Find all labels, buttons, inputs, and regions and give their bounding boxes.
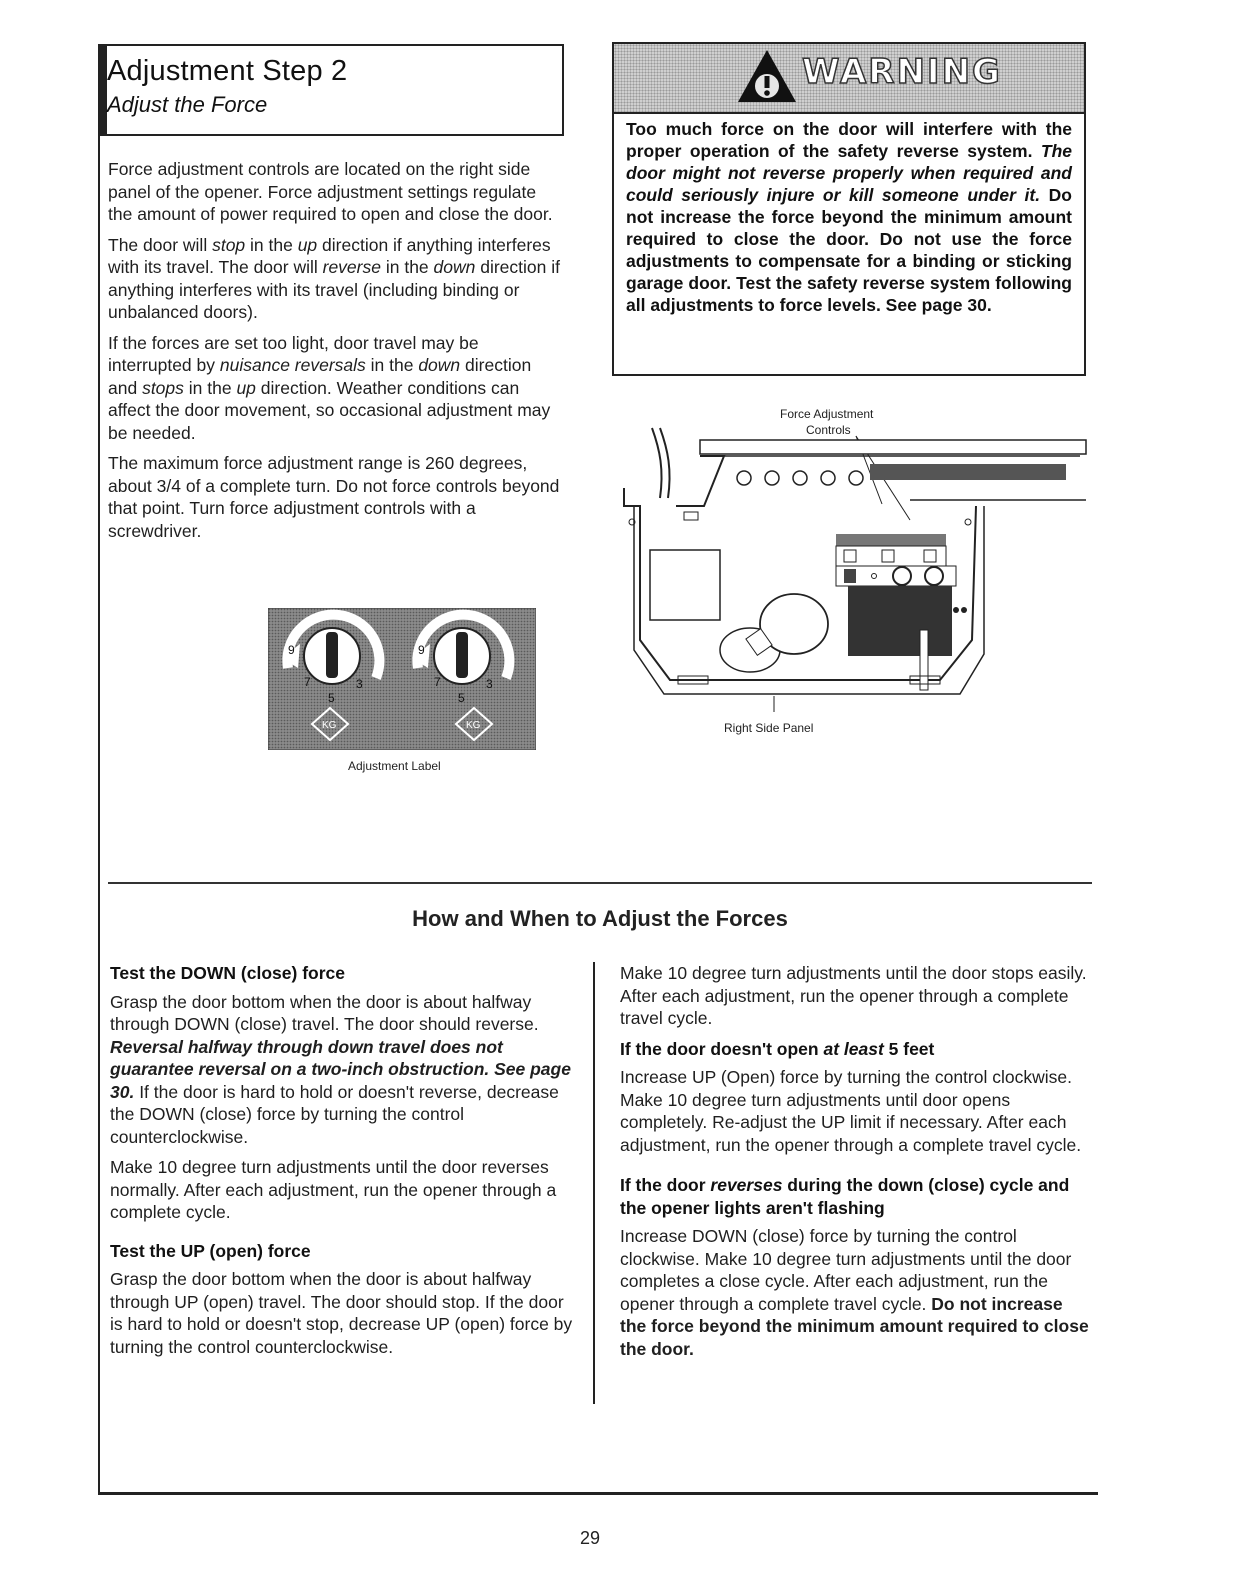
right-column [620,962,1090,1368]
page-frame-left-rule [98,44,100,1494]
section-title: How and When to Adjust the Forces [412,906,788,931]
warning-text: Too much force on the door will interfere with the proper operation of the safety reverse system. The door might not reverse properly when required and could seriously injure or kill someone under it. Do not increase the force beyond the minimum amount required to close the door. Do not use the force adjustments to compensate for a binding or sticking garage door. Test the safety reverse system following all adjustments to force levels. See page 30. [626,119,1072,315]
adjustment-label-caption: Adjustment Label [348,759,441,773]
column-divider [593,962,595,1404]
right-side-panel-caption: Right Side Panel [724,721,814,735]
down-force-paragraph-2: Make 10 degree turn adjustments until the door reverses normally. After each adjustment, run the opener through a complete cycle. [110,1157,557,1222]
warning-header [614,44,1084,114]
dial-number: 5 [458,691,465,705]
right-paragraph-1: Make 10 degree turn adjustments until the door stops easily. After each adjustment, run the opener through a complete travel cycle. [620,963,1087,1028]
warning-heading: WARNING [802,52,1002,92]
page-number: 29 [579,1528,601,1548]
force-controls-caption: Controls [806,423,851,437]
section-divider [108,882,1092,884]
dial-logo: KG [466,720,481,731]
up-force-heading: Test the UP (open) force [110,1240,311,1261]
adjustment-label-illustration [268,608,536,750]
force-controls-caption: Force Adjustment [780,407,874,421]
door-reverses-paragraph: Increase DOWN (close) force by turning the control clockwise. Make 10 degree turn adjustments until the door completes a close cycle. After each adjustment, run the opener through a complete travel cycle. Do not increase the force beyond the minimum amount required to close the door. [620,1226,1089,1359]
down-force-heading: Test the DOWN (close) force [110,963,345,983]
up-force-paragraph: Grasp the door bottom when the door is about halfway through UP (open) travel. The door should stop. If the door is hard to hold or doesn't stop, decrease UP (open) force by turning the control counterclockwise. [110,1269,573,1357]
dial-number: 3 [356,677,363,691]
door-doesnt-open-paragraph: Increase UP (Open) force by turning the control clockwise. Make 10 degree turn adjustments until door opens completely. Re-adjust the UP limit if necessary. After each adjustment, run the opener through a complete travel cycle. [620,1067,1082,1155]
dial-number: 9 [288,643,295,657]
dial-number: 7 [304,675,311,689]
dial-number: 7 [434,675,441,689]
dial-number: 5 [328,691,335,705]
dial-number: 3 [486,677,493,691]
intro-paragraph-2: The door will stop in the up direction if anything interferes with its travel. The door will reverse in the down direction if anything interferes with its travel (including binding or unbalanced doors). [108,234,560,322]
door-reverses-heading: If the door reverses during the down (close) cycle and the opener lights aren't flashing [620,1175,1070,1218]
step-title: Adjustment Step 2 [107,55,348,87]
page-frame-bottom-rule [98,1492,1098,1495]
dial-number: 9 [418,643,425,657]
warning-triangle-icon [736,48,798,104]
right-side-panel-illustration [620,400,1090,745]
step-subtitle: Adjust the Force [107,92,268,117]
intro-paragraph-4: The maximum force adjustment range is 260 degrees, about 3/4 of a complete turn. Do not force controls beyond that point. Turn force adjustment controls with a screwdriver. [108,453,560,541]
intro-text [108,158,564,550]
dial-logo: KG [322,720,337,731]
door-doesnt-open-heading: If the door doesn't open at least 5 feet [620,1038,935,1059]
down-force-paragraph-1: Grasp the door bottom when the door is about halfway through DOWN (close) travel. The door should reverse. Reversal halfway through down travel does not guarantee reversal on a two-inch obstruction. See page 30. If the door is hard to hold or doesn't reverse, decrease the DOWN (close) force by turning the control counterclockwise. [110,991,571,1147]
intro-paragraph-1: Force adjustment controls are located on the right side panel of the opener. Force adjustment settings regulate the amount of power required to open and close the door. [108,159,553,224]
intro-paragraph-3: If the forces are set too light, door travel may be interrupted by nuisance reversals in the down direction and stops in the up direction. Weather conditions can affect the door movement, so occasional adjustment may be needed. [108,332,551,443]
left-column [110,962,574,1366]
